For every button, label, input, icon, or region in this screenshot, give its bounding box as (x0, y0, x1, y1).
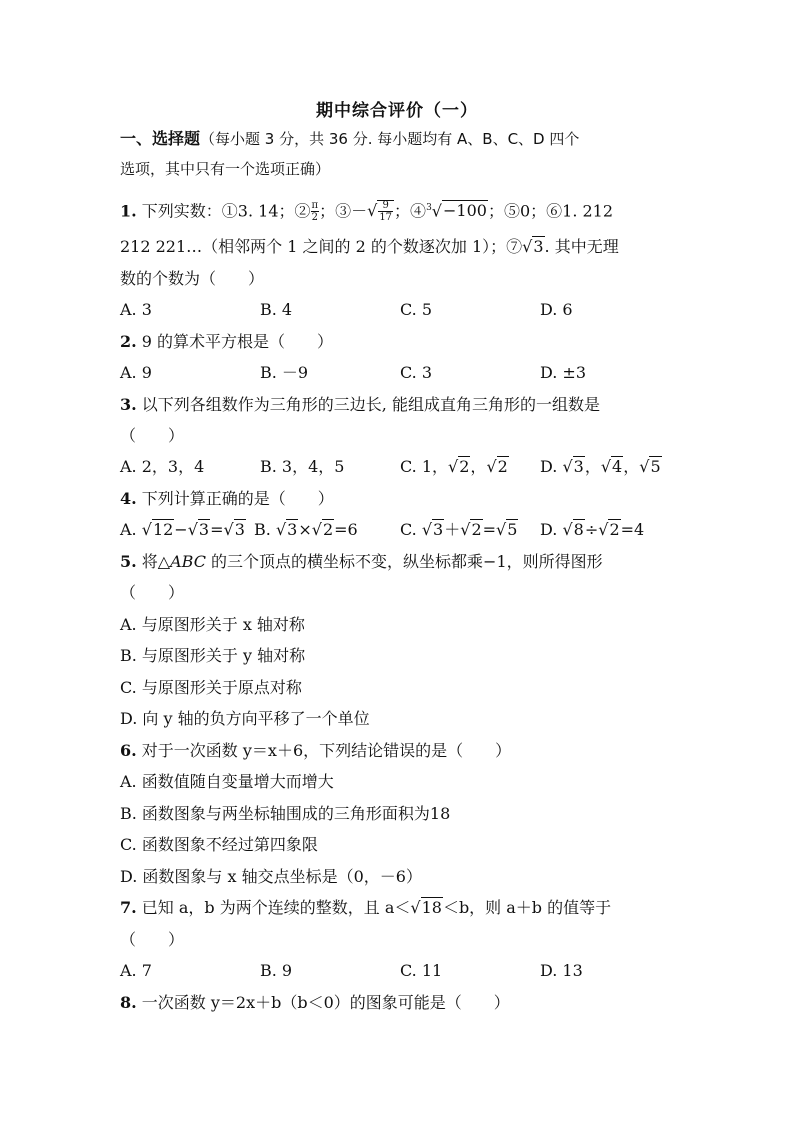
q3-text: 以下列各组数作为三角形的三边长, 能组成直角三角形的一组数是 (136, 395, 600, 414)
q2-option-d: D. ±3 (540, 363, 587, 382)
section-heading-line1 (120, 128, 680, 150)
q4-option-a: A. √12−√3=√3 (120, 520, 245, 539)
q3-line2: （ ） (120, 426, 185, 445)
q7-option-b: B. 9 (260, 961, 293, 980)
q5-option-d: D. 向 y 轴的负方向平移了一个单位 (120, 709, 370, 728)
question-7 (120, 897, 680, 919)
q7-line2: （ ） (120, 930, 185, 949)
q4-option-d: D. √8÷√2=4 (540, 520, 645, 539)
q1-line2-a: 212 221…（相邻两个 1 之间的 2 的个数逐次加 1）；⑦ (120, 237, 523, 256)
q6-number: 6. (120, 741, 137, 760)
q1-text-d: ；⑤0；⑥1. 212 (487, 201, 614, 221)
q1-sqrt3: √3 (522, 237, 544, 256)
q1-sqrt-fraction: √ $\frac{9}{17}$ (367, 200, 393, 224)
q7-text-a: 已知 a，b 为两个连续的整数，且 a＜ (136, 898, 411, 917)
q2-option-c: C. 3 (400, 363, 433, 382)
q5-option-a: A. 与原图形关于 x 轴对称 (120, 615, 305, 634)
q6-option-c: C. 函数图象不经过第四象限 (120, 835, 318, 854)
q7-option-a: A. 7 (120, 961, 152, 980)
q3-option-b: B. 3，4，5 (260, 457, 345, 476)
q1-line3: 数的个数为（ ） (120, 269, 265, 288)
q7-option-d: D. 13 (540, 961, 583, 980)
section-note-2: 选项，其中只有一个选项正确） (120, 160, 331, 178)
q1-option-a: A. 3 (120, 300, 152, 319)
q2-option-b: B. －9 (260, 363, 309, 382)
section-note-1: （每小题 3 分，共 36 分. 每小题均有 A、B、C、D 四个 (200, 130, 580, 148)
question-3 (120, 394, 680, 416)
q1-option-c: C. 5 (400, 300, 433, 319)
q1-text-b: ；③－ (319, 201, 368, 221)
q2-number: 2. (120, 332, 137, 351)
q6-text: 对于一次函数 y＝x＋6，下列结论错误的是（ ） (136, 741, 512, 760)
q1-option-b: B. 4 (260, 300, 293, 319)
q8-number: 8. (120, 993, 137, 1012)
page-title: 期中综合评价（一） (316, 101, 478, 121)
q1-text-a: 下列实数：①3. 14；② (136, 201, 311, 221)
section-heading: 一、选择题 (120, 129, 201, 148)
q5-text-b: 的三个顶点的横坐标不变，纵坐标都乘−1，则所得图形 (205, 552, 603, 571)
q4-option-b: B. √3×√2=6 (254, 520, 358, 539)
q7-text-b: ＜b，则 a＋b 的值等于 (442, 898, 612, 917)
q4-option-c: C. √3＋√2=√5 (400, 520, 518, 539)
q3-option-c: C. 1，√2，√2 (400, 457, 508, 476)
q3-option-a: A. 2，3，4 (120, 457, 205, 476)
q1-number: 1. (120, 201, 137, 221)
q1-text-c: ；④ (394, 201, 427, 221)
q5-text-a: 将△ (136, 552, 171, 571)
question-4 (120, 488, 680, 510)
q7-sqrt18: √18 (410, 898, 442, 917)
q3-number: 3. (120, 395, 137, 414)
q5-triangle-abc: ABC (170, 552, 206, 571)
q3-option-d: D. √3，√4，√5 (540, 457, 661, 476)
q5-option-b: B. 与原图形关于 y 轴对称 (120, 646, 306, 665)
question-8 (120, 992, 680, 1014)
q1-cube-root: $^3$√−100 (426, 201, 487, 221)
q2-text: 9 的算术平方根是（ ） (136, 332, 334, 351)
question-1-line1 (120, 197, 680, 223)
q2-option-a: A. 9 (120, 363, 152, 382)
q7-option-c: C. 11 (400, 961, 443, 980)
q6-option-d: D. 函数图象与 x 轴交点坐标是（0，－6） (120, 867, 422, 886)
q8-text: 一次函数 y＝2x＋b（b＜0）的图象可能是（ ） (136, 993, 510, 1012)
question-1-line2 (120, 236, 680, 258)
q5-option-c: C. 与原图形关于原点对称 (120, 678, 302, 697)
q1-fraction-pi: $\frac{\pi}{2}$ (311, 200, 319, 224)
q1-option-d: D. 6 (540, 300, 573, 319)
q4-number: 4. (120, 489, 137, 508)
question-6 (120, 740, 680, 762)
q4-text: 下列计算正确的是（ ） (136, 489, 334, 508)
q5-number: 5. (120, 552, 137, 571)
q7-number: 7. (120, 898, 137, 917)
q6-option-b: B. 函数图象与两坐标轴围成的三角形面积为18 (120, 804, 451, 823)
q5-line2: （ ） (120, 583, 185, 602)
question-5 (120, 551, 680, 573)
q6-option-a: A. 函数值随自变量增大而增大 (120, 772, 334, 791)
question-2 (120, 331, 680, 353)
q1-line2-b: . 其中无理 (544, 237, 619, 256)
